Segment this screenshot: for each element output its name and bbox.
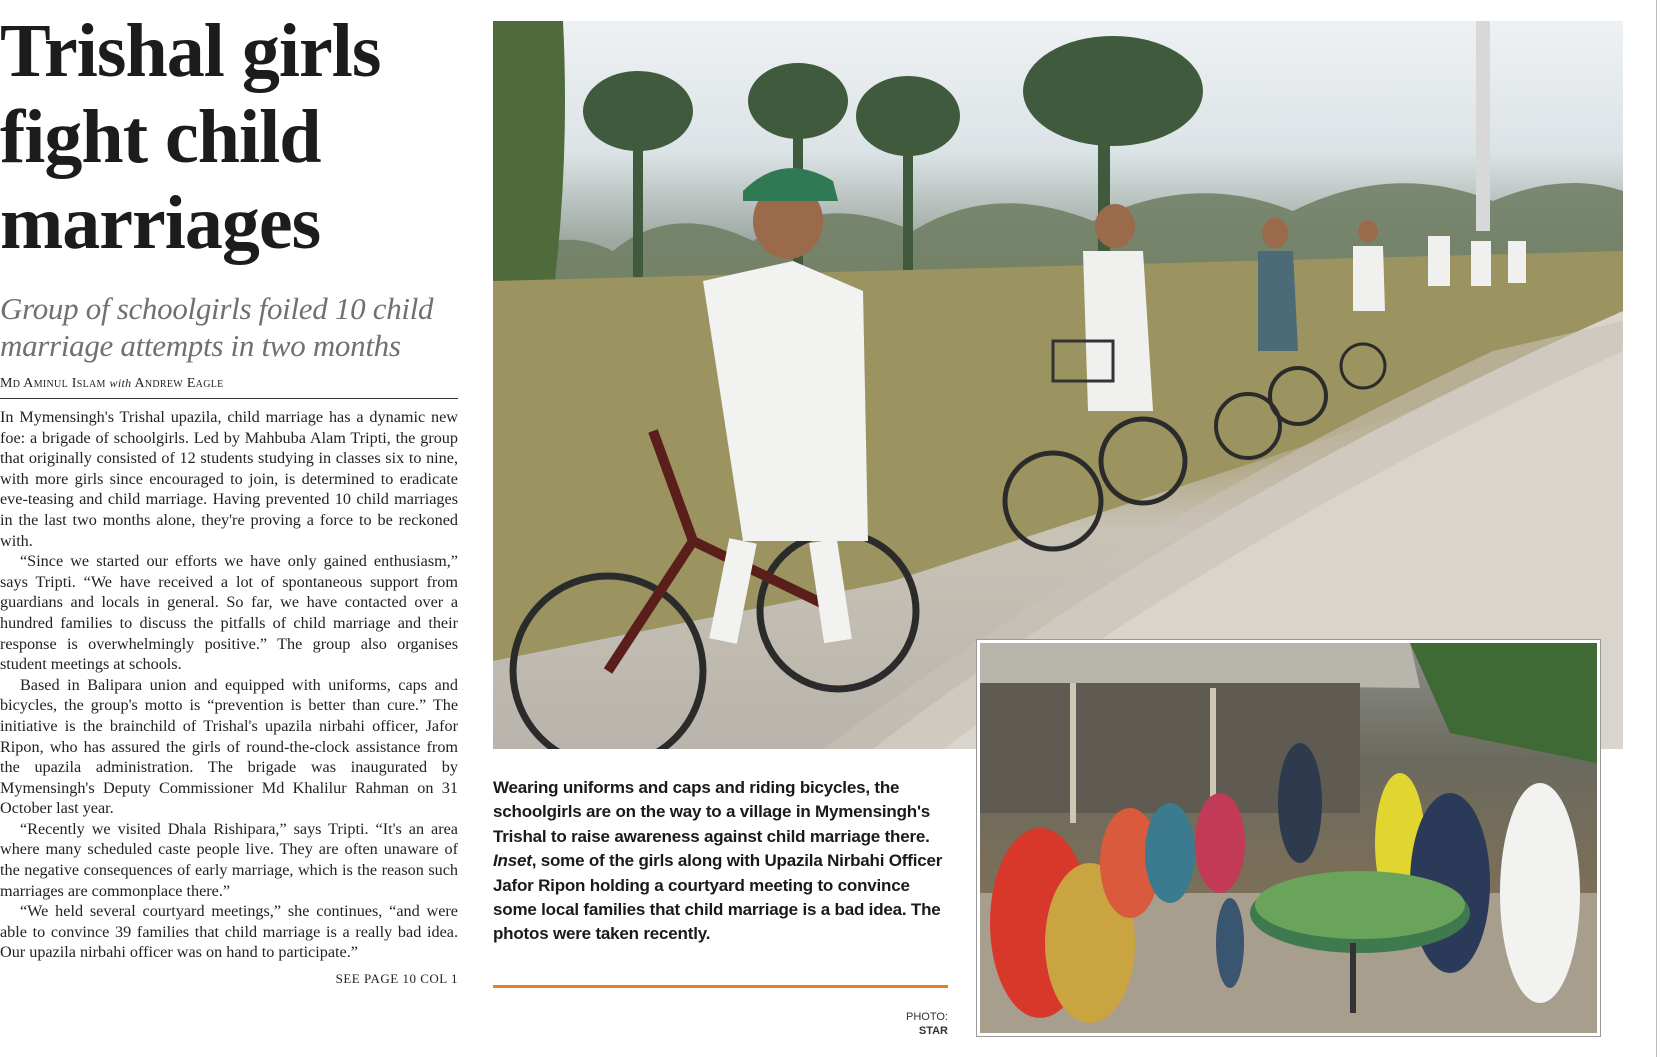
paragraph: “We held several courtyard meetings,” she continues, “and were able to convince 39 families that child marriage is a really bad idea. Our upazila nirbahi officer was on hand to participate.” (0, 902, 458, 962)
jump-line: SEE PAGE 10 COL 1 (335, 971, 458, 987)
inset-photo (977, 640, 1600, 1036)
headline-line: marriages (0, 181, 321, 265)
courtyard-meeting-illustration (980, 643, 1597, 1033)
deck: Group of schoolgirls foiled 10 child marriage attempts in two months (0, 291, 434, 363)
photo-credit (890, 1010, 948, 1038)
paragraph: “Since we started our efforts we have only gained enthusiasm,” says Tripti. “We have received a lot of spontaneous support from guardians and locals in general. So far, we have contacted over a hundred families to discuss the pitfalls of child marriage and their response is overwhelmingly positive.” The group also organises student meetings at schools. (0, 552, 458, 674)
caption-main: Wearing uniforms and caps and riding bicycles, the schoolgirls are on the way to a village in Mymensingh's Trishal to raise awareness against child marriage there. (493, 778, 931, 846)
distant-cyclists (1428, 236, 1526, 286)
byline (0, 376, 458, 399)
headline-line: Trishal girls (0, 9, 381, 93)
byline-author: Md Aminul Islam (0, 376, 106, 391)
headline (0, 8, 458, 266)
photo-caption (493, 776, 948, 947)
byline-with: with (109, 376, 132, 390)
photo-credit-source: STAR (918, 1025, 948, 1037)
paragraph: Based in Balipara union and equipped with uniforms, caps and bicycles, the group's motto is “prevention is better than cure.” The initiative is the brainchild of Trishal's upazila nirbahi officer, Jafor Ripon, who has assured the girls of round-the-clock assistance from the upazila administration. The brigade was inaugurated by Mymensingh's Deputy Commissioner Md Khalilur Rahman on 31 October last year. (0, 675, 458, 818)
article-column (0, 8, 458, 987)
caption-inset-text: , some of the girls along with Upazila Nirbahi Officer Jafor Ripon holding a courtyard meeting to convince some local families that child marriage is a bad idea. The photos were taken recently. (493, 851, 943, 944)
paragraph: “Recently we visited Dhala Rishipara,” says Tripti. “It's an area where many scheduled caste people live. They are often unaware of the negative consequences of early marriage, which is the reason such marriages are commonplace there.” (0, 819, 458, 900)
caption-rule (493, 985, 948, 988)
headline-line: fight child (0, 95, 321, 179)
paragraph: In Mymensingh's Trishal upazila, child marriage has a dynamic new foe: a brigade of schoolgirls. Led by Mahbuba Alam Tripti, the group that originally consisted of 12 students studying in classes six to nine, with more girls since encouraged to join, is determined to eradicate eve-teasing and child marriage. Having prevented 10 child marriages in the last two months alone, they're proving a force to be reckoned with. (0, 408, 458, 550)
byline-author: Andrew Eagle (134, 376, 224, 391)
photo-credit-label: PHOTO: (906, 1011, 948, 1023)
caption-inset-label: Inset (493, 851, 532, 871)
page-edge-rule (1656, 0, 1657, 1057)
article-body (0, 407, 458, 963)
